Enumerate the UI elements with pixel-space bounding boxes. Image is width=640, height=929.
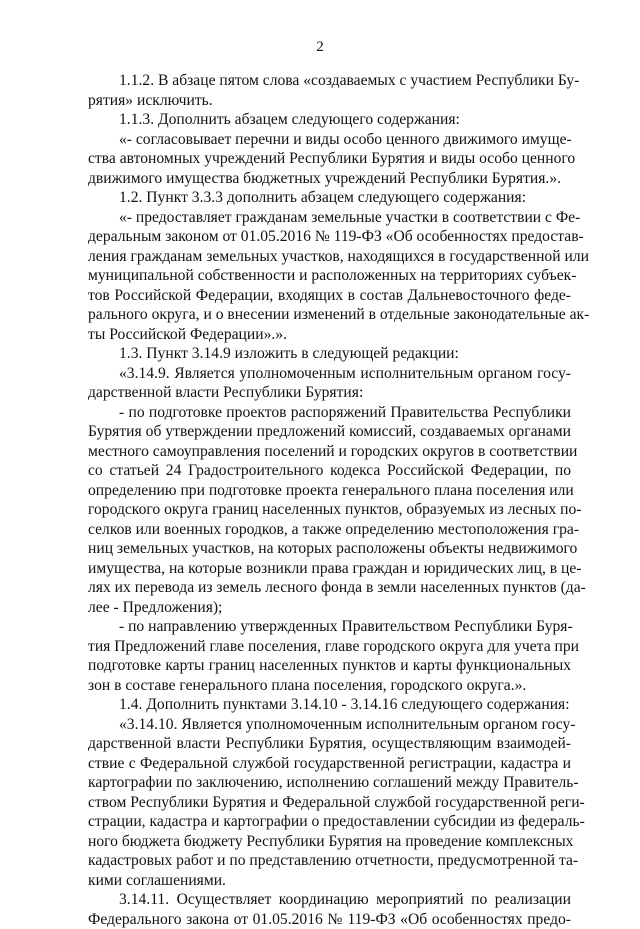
- text-line: «3.14.9. Является уполномоченным исполнительным органом госу-: [119, 364, 571, 382]
- text-line: кадастровых работ и по представлению отчетности, предусмотренной та-: [88, 852, 579, 869]
- text-line: деральным законом от 01.05.2016 № 119-ФЗ «Об особенностях предостав-: [88, 228, 584, 245]
- text-line: дарственной власти Республики Бурятия:: [88, 384, 364, 401]
- text-line: «- согласовывает перечни и виды особо ценного движимого имуще-: [119, 130, 572, 148]
- text-line: ного бюджета бюджету Республики Бурятия на проведение комплексных: [88, 832, 574, 850]
- text-line: городского округа границ населенных пунктов, образуемых из лесных по-: [88, 501, 582, 518]
- text-line: «3.14.10. Является уполномоченным исполнительным органом госу-: [119, 715, 576, 733]
- text-line: - по подготовке проектов распоряжений Правительства Республики: [119, 403, 571, 421]
- text-line: имущества, на которые возникли права граждан и юридических лиц, в це-: [88, 559, 582, 577]
- text-line: муниципальной собственности и расположенных на территориях субъек-: [88, 267, 577, 284]
- text-line: ниц земельных участков, на которых расположены объекты недвижимого: [88, 540, 578, 557]
- text-line: Бурятия об утверждении предложений комиссий, создаваемых органами: [88, 423, 571, 440]
- text-line: картографии по заключению, исполнению соглашений между Правитель-: [88, 774, 579, 791]
- text-line: 1.4. Дополнить пунктами 3.14.10 - 3.14.16 следующего содержания:: [119, 696, 570, 713]
- page-number: 2: [316, 39, 324, 55]
- text-line: ствие с Федеральной службой государственной регистрации, кадастра и: [88, 754, 571, 772]
- text-line: «- предоставляет гражданам земельные участки в соответствии с Фе-: [119, 208, 581, 226]
- text-line: лее - Предложения);: [88, 598, 223, 616]
- text-line: рального округа, и о внесении изменений в отдельные законодательные ак-: [88, 306, 590, 323]
- text-line: 1.1.2. В абзаце пятом слова «создаваемых с участием Республики Бу-: [119, 72, 580, 89]
- text-line: подготовке карты границ населенных пунктов и карты функциональных: [88, 657, 571, 674]
- text-line: дарственной власти Республики Бурятия, осуществляющим взаимодей-: [88, 735, 571, 752]
- text-line: кими соглашениями.: [88, 871, 226, 889]
- text-line: со статьей 24 Градостроительного кодекса Российской Федерации, по: [88, 462, 571, 479]
- text-line: 1.3. Пункт 3.14.9 изложить в следующей редакции:: [119, 345, 459, 362]
- text-line: 1.1.3. Дополнить абзацем следующего содержания:: [119, 111, 460, 128]
- text-line: зон в составе генерального плана поселения, городского округа.».: [88, 676, 527, 694]
- text-line: ства автономных учреждений Республики Бурятия и виды особо ценного: [88, 150, 576, 167]
- text-line: тия Предложений главе поселения, главе городского округа для учета при: [88, 637, 579, 655]
- text-line: - по направлению утвержденных Правительством Республики Буря-: [119, 618, 573, 635]
- text-line: лях их перевода из земель лесного фонда в земли населенных пунктов (да-: [88, 579, 586, 596]
- text-line: селков или военных городков, а также определению местоположения гра-: [88, 520, 580, 538]
- text-line: ления гражданам земельных участков, находящихся в государственной или: [88, 247, 589, 265]
- text-line: ством Республики Бурятия и Федеральной службой государственной реги-: [88, 793, 585, 811]
- text-line: 3.14.11. Осуществляет координацию мероприятий по реализации: [119, 891, 571, 908]
- text-line: местного самоуправления поселений и городских округов в соответствии: [88, 442, 578, 460]
- text-line: ты Российской Федерации».».: [88, 325, 287, 343]
- text-line: тов Российской Федерации, входящих в состав Дальневосточного феде-: [88, 286, 571, 304]
- text-line: определению при подготовке проекта генерального плана поселения или: [88, 481, 574, 499]
- text-line: 1.2. Пункт 3.3.3 дополнить абзацем следующего содержания:: [119, 189, 527, 206]
- text-line: страции, кадастра и картографии о предоставлении субсидии из федераль-: [88, 813, 585, 830]
- text-line: движимого имущества бюджетных учреждений Республики Бурятия.».: [88, 169, 562, 187]
- text-line: рятия» исключить.: [88, 91, 213, 109]
- text-line: Федерального закона от 01.05.2016 № 119-ФЗ «Об особенностях предо-: [88, 910, 571, 928]
